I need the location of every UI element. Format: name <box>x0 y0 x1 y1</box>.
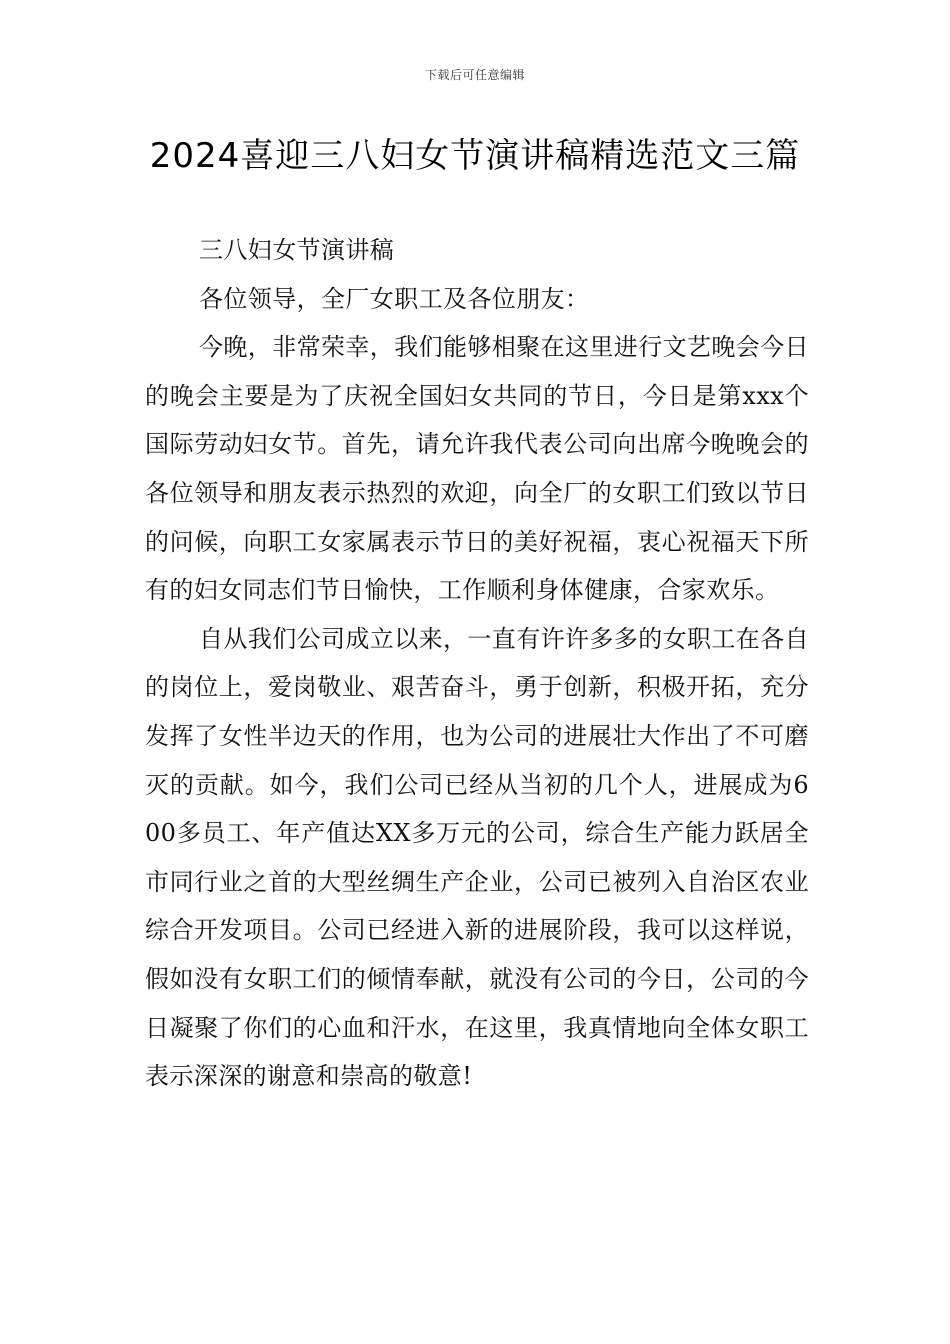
speech-heading: 三八妇女节演讲稿 <box>199 236 395 264</box>
salutation: 各位领导，全厂女职工及各位朋友： <box>199 284 590 313</box>
body-paragraph-1: 今晚，非常荣幸，我们能够相聚在这里进行文艺晚会今日的晚会主要是为了庆祝全国妇女共同的节日，今日是第xxx个国际劳动妇女节。首先，请允许我代表公司向出席今晚晚会的各位领导和朋友表示热烈的欢迎，向全厂的女职工们致以节日的问候，向职工女家属表示节日的美好祝福，衷心祝福天下所有的妇女同志们节日愉快，工作顺利身体健康，合家欢乐。 <box>145 333 809 605</box>
header-note: 下载后可任意编辑 <box>424 68 525 82</box>
body-paragraph-2: 自从我们公司成立以来，一直有许许多多的女职工在各自的岗位上，爱岗敬业、艰苦奋斗，勇于创新，积极开拓，充分发挥了女性半边天的作用，也为公司的进展壮大作出了不可磨灭的贡献。如今，我们公司已经从当初的几个人，进展成为600多员工、年产值达XX多万元的公司，综合生产能力跃居全市同行业之首的大型丝绸生产企业，公司已被列入自治区农业综合开发项目。公司已经进入新的进展阶段，我可以这样说，假如没有女职工们的倾情奉献，就没有公司的今日，公司的今日凝聚了你们的心血和汗水，在这里，我真情地向全体女职工表示深深的谢意和崇高的敬意! <box>145 624 809 1091</box>
document-body <box>145 226 809 1101</box>
document-title: 2024喜迎三八妇女节演讲稿精选范文三篇 <box>149 136 801 176</box>
